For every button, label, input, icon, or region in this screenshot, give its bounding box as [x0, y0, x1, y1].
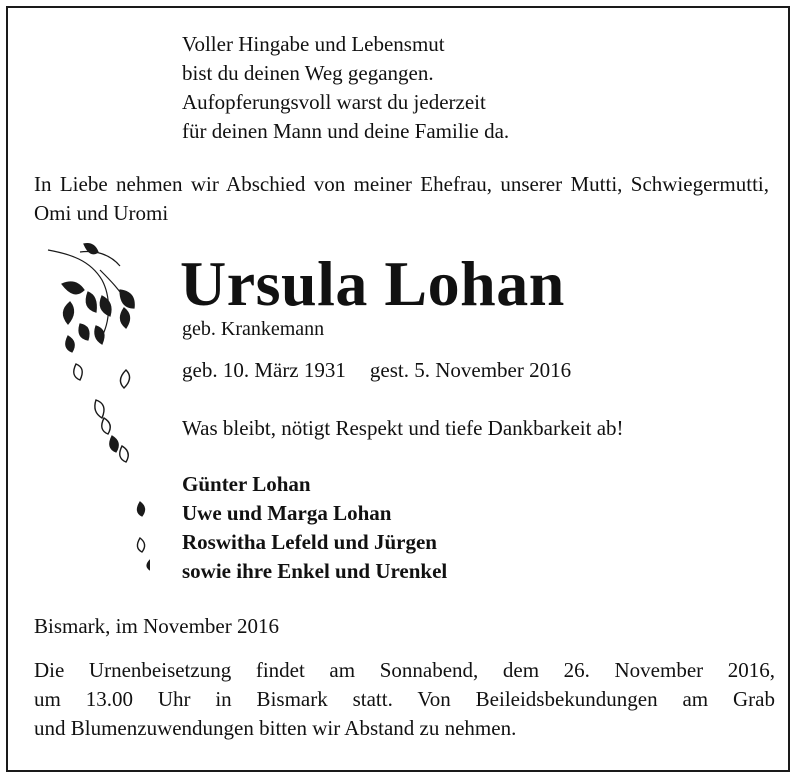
life-dates [182, 356, 571, 385]
funeral-line: Die Urnenbeisetzung findet am Sonnabend, dem 26. November 2016, [34, 658, 775, 682]
maiden-name: geb. Krankemann [182, 318, 325, 340]
mourner: Roswitha Lefeld und Jürgen [182, 530, 437, 554]
death-date: gest. 5. November 2016 [369, 358, 572, 382]
quote: Was bleibt, nötigt Respekt und tiefe Dankbarkeit ab! [182, 416, 624, 440]
funeral-line: und Blumenzuwendungen bitten wir Abstand zu nehmen. [34, 716, 517, 740]
mourner: Uwe und Marga Lohan [182, 501, 392, 525]
mourner: sowie ihre Enkel und Urenkel [182, 559, 448, 583]
poem-line: bist du deinen Weg gegangen. [182, 61, 434, 85]
birth-date: geb. 10. März 1931 [182, 358, 346, 382]
poem-line: Aufopferungsvoll warst du jederzeit [182, 90, 486, 114]
mourner: Günter Lohan [182, 472, 311, 496]
poem-line: für deinen Mann und deine Familie da. [182, 119, 510, 143]
poem-line: Voller Hingabe und Lebensmut [182, 32, 445, 56]
birch-leaves-icon [40, 240, 150, 580]
intro-text: In Liebe nehmen wir Abschied von meiner Ehefrau, unserer Mutti, Schwiegermutti, Omi und Uromi [34, 172, 769, 225]
deceased-name: Ursula Lohan [180, 248, 565, 319]
funeral-line: um 13.00 Uhr in Bismark statt. Von Beileidsbekundungen am Grab [34, 687, 775, 711]
place-date: Bismark, im November 2016 [34, 614, 279, 638]
poem [182, 30, 509, 146]
mourners-list [182, 470, 447, 586]
funeral-notice [34, 656, 775, 743]
